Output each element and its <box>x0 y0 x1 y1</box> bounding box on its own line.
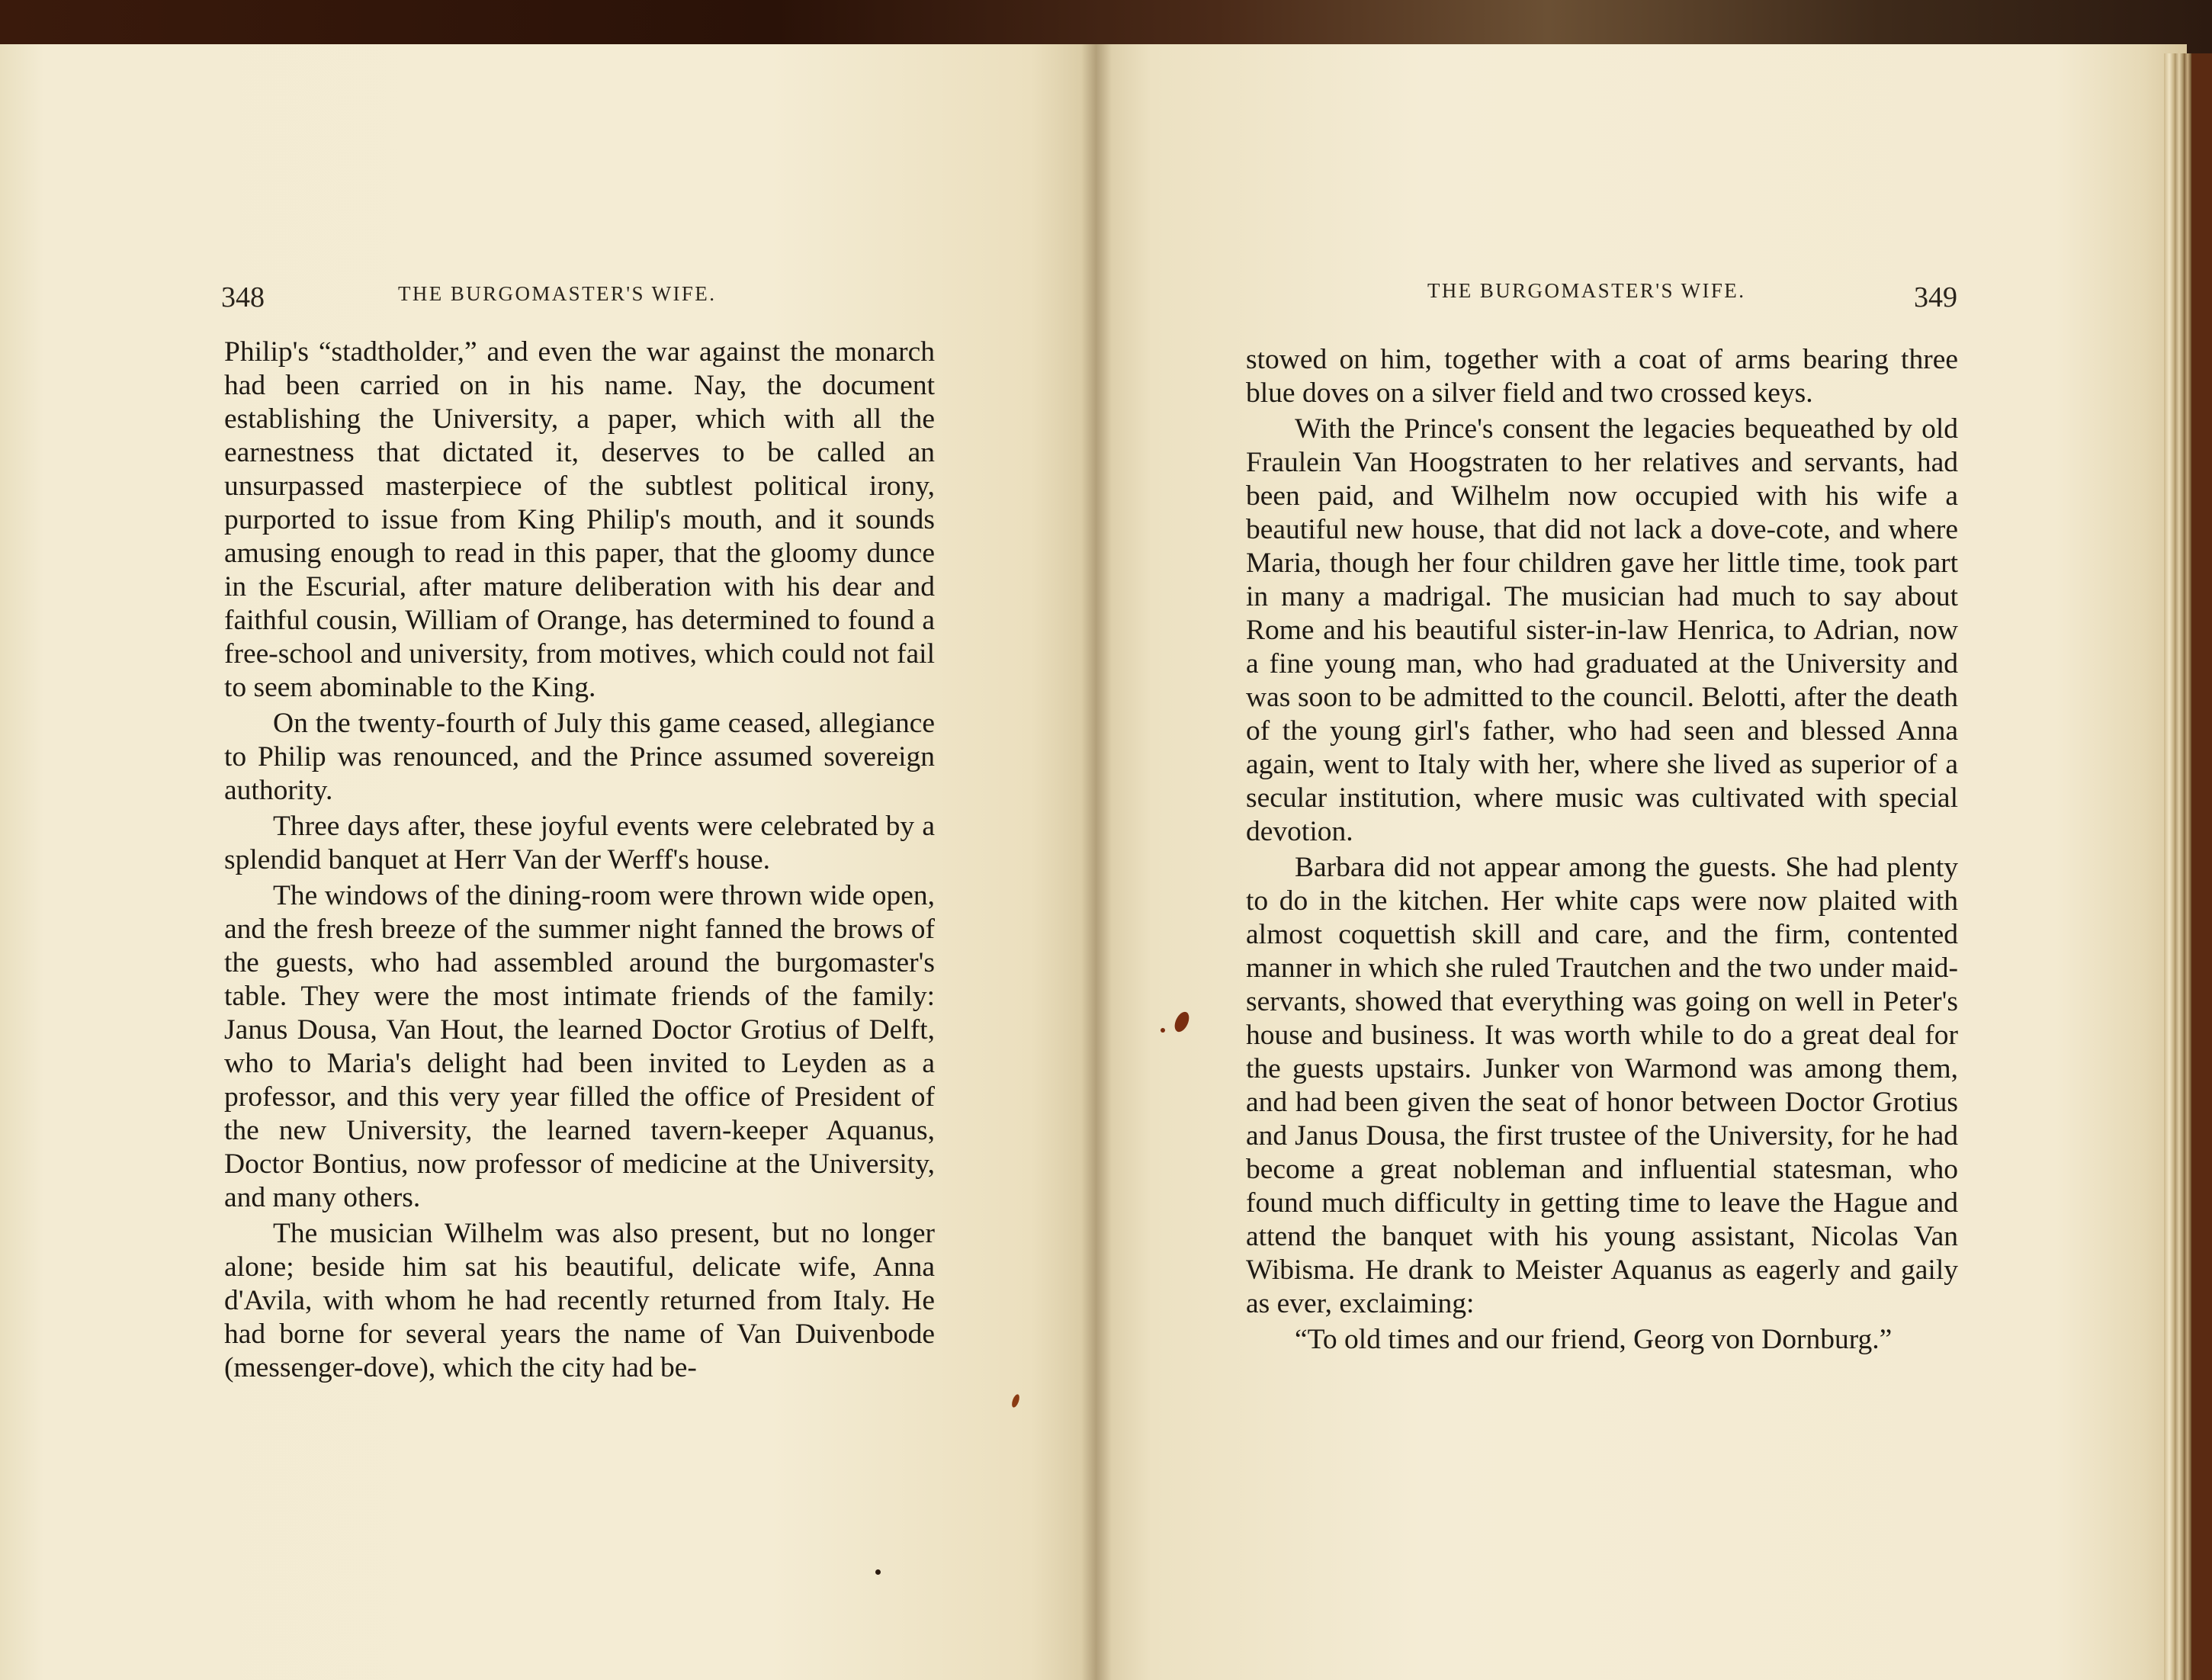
left-paragraph-2: On the twenty-fourth of July this game ceased, allegiance to Philip was renounced, and the Prince assumed sovereign authority. <box>224 708 935 806</box>
ink-dot <box>875 1569 881 1575</box>
foxing-stain <box>1172 1010 1192 1034</box>
right-paragraph-1: stowed on him, together with a coat of arms bearing three blue doves on a silver field and two crossed keys. <box>1246 344 1958 409</box>
left-page-body <box>224 336 935 1385</box>
foxing-spot <box>1010 1393 1021 1409</box>
cover-edge <box>2184 53 2191 1680</box>
foxing-speck <box>1161 1028 1165 1033</box>
page-edges <box>2164 53 2175 1680</box>
left-paragraph-1: Philip's “stadtholder,” and even the war against the monarch had been carried on in his name. Nay, the document establishing the University, a paper, which with all the earnestness that dictated it, deserves to be called an unsurpassed masterpiece of the subtlest political irony, purported to issue from King Philip's mouth, and it sounds amusing enough to read in this paper, that the gloomy dunce in the Escurial, after mature deliberation with his dear and faithful cousin, William of Orange, has determined to found a free-school and university, from motives, which could not fail to seem abominable to the King. <box>224 336 935 703</box>
book-gutter <box>1081 44 1112 1680</box>
page-edges-2 <box>2175 53 2184 1680</box>
left-paragraph-3: Three days after, these joyful events were celebrated by a splendid banquet at Herr Van der Werff's house. <box>224 811 935 875</box>
right-paragraph-4: “To old times and our friend, Georg von Dornburg.” <box>1295 1324 1893 1355</box>
left-paragraph-5: The musician Wilhelm was also present, but no longer alone; beside him sat his beautiful, delicate wife, Anna d'Avila, with whom he had recently returned from Italy. He had borne for several years the name of Van Duivenbode (messenger-dove), which the city had be- <box>224 1218 935 1383</box>
left-page <box>0 44 1096 1680</box>
right-page-number: 349 <box>1914 281 1957 313</box>
right-page <box>1096 44 2187 1680</box>
right-paragraph-3: Barbara did not appear among the guests. She had plenty to do in the kitchen. Her white caps were now plaited with almost coquettish skill and care, and the firm, contented manner in which she ruled Trautchen and the two under maid-servants, showed that everything was going on well in Peter's house and business. It was worth while to do a great deal for the guests upstairs. Junker von Warmond was among them, and had been given the seat of honor between Doctor Grotius and Janus Dousa, the first trustee of the University, for he had become a great nobleman and influential statesman, who found much difficulty in getting time to leave the Hague and attend the banquet with his young assistant, Nicolas Van Wibisma. He drank to Meister Aquanus as eagerly and gaily as ever, exclaiming: <box>1246 852 1958 1319</box>
left-running-title: THE BURGOMASTER'S WIFE. <box>398 282 717 305</box>
right-running-title: THE BURGOMASTER'S WIFE. <box>1427 279 1746 302</box>
left-page-number: 348 <box>221 281 265 313</box>
left-paragraph-4: The windows of the dining-room were thrown wide open, and the fresh breeze of the summer night fanned the brows of the guests, who had assembled around the burgomaster's table. They were the most intimate friends of the family: Janus Dousa, Van Hout, the learned Doctor Grotius of Delft, who to Maria's delight had been invited to Leyden as a professor, and this very year filled the office of President of the new University, the learned tavern-keeper Aquanus, Doctor Bontius, now professor of medicine at the University, and many others. <box>224 880 935 1213</box>
right-page-body <box>1246 343 1958 1357</box>
right-paragraph-2: With the Prince's consent the legacies bequeathed by old Fraulein Van Hoogstraten to her relatives and servants, had been paid, and Wilhelm now occupied with his wife a beautiful new house, that did not lack a dove-cote, and where Maria, though her four children gave her little time, took part in many a madrigal. The musician had much to say about Rome and his beautiful sister-in-law Henrica, to Adrian, now a fine young man, who had graduated at the University and was soon to be admitted to the council. Belotti, after the death of the young girl's father, who had seen and blessed Anna again, went to Italy with her, where she lived as superior of a secular institution, where music was cultivated with special devotion. <box>1246 413 1958 847</box>
